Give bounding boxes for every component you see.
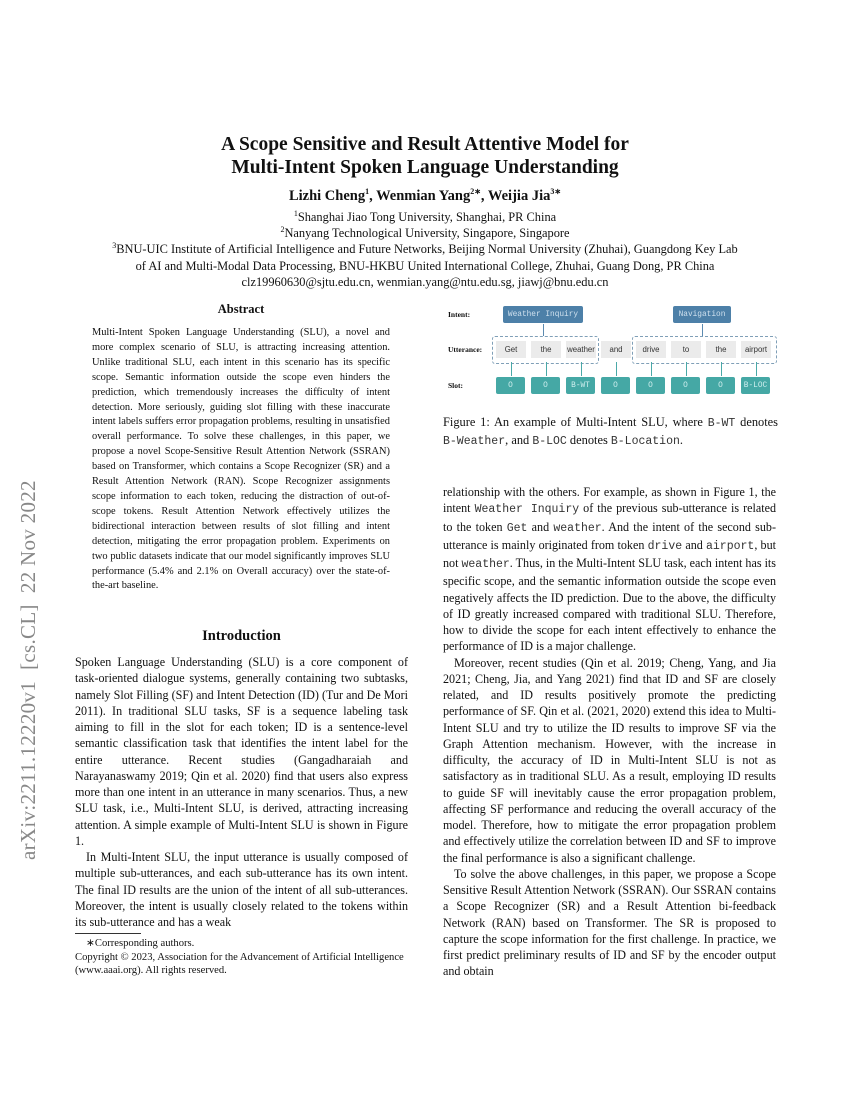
utterance-token: the — [531, 341, 561, 358]
figure-1 — [443, 300, 778, 402]
slot-label-box: B-WT — [566, 377, 595, 394]
copyright-notice: Copyright © 2023, Association for the Advancement of Artificial Intelligence (www.aaai.org). All rights reserved. — [75, 951, 404, 977]
utterance-row-label: Utterance: — [448, 345, 483, 354]
arrow-down-icon — [511, 362, 512, 376]
right-column-body — [443, 484, 776, 980]
arrow-down-icon — [756, 362, 757, 376]
affiliation: of AI and Multi-Modal Data Processing, BNU-HKBU United International College, Zhuhai, Guang Dong, PR China — [135, 258, 715, 273]
utterance-token: drive — [636, 341, 666, 358]
footnotes — [75, 937, 408, 978]
arrow-down-icon — [651, 362, 652, 376]
author-mark: 3∗ — [550, 187, 562, 197]
abstract-heading: Abstract — [217, 302, 265, 316]
author-name: Weijia Jia — [487, 188, 551, 204]
title-line-1: A Scope Sensitive and Result Attentive Model for — [221, 134, 629, 155]
emails: clz19960630@sjtu.edu.cn, wenmian.yang@ntu.edu.sg, jiawj@bnu.edu.cn — [241, 274, 609, 289]
footnote-corresponding: ∗Corresponding authors. — [86, 938, 195, 949]
paragraph: Spoken Language Understanding (SLU) is a core component of task-oriented dialogue systems, generally containing two subtasks, namely Slot Filling (SF) and Intent Detection (ID) (Tur and De Mori 2011). In traditional SLU tasks, SF is a sequence labeling task aiming to fill in the slot for each token; ID is a sentence-level semantic classification task that identifies the intent label for the entire utterance. Recent studies (Gangadharaiah and Narayanaswamy 2019; Qin et al. 2020) find that users also express more than one intent in an utterance in many scenarios. Thus, a new SLU task, i.e., Multi-Intent SLU, is derived, attracting increasing attention. A simple example of Multi-Intent SLU is shown in Figure 1. — [75, 655, 408, 848]
utterance-token: Get — [496, 341, 526, 358]
intent-box-weather-inquiry: Weather Inquiry — [503, 306, 583, 323]
abstract-text: Multi-Intent Spoken Language Understanding (SLU), a novel and more complex scenario of SLU, is attracting increasing attention. Unlike traditional SLU, each intent in this scenario has its specific scope. Semantic information outside the scope even hinders the prediction, which tremendously increases the difficulty of intent detection. More seriously, guiding slot filling with these inaccurate intent labels suffers error propagation problems, resulting in unsatisfied overall performance. To solve these challenges, in this paper, we propose a novel Scope-Sensitive Result Attention Network (SSRAN) based on Transformer, which contains a Scope Recognizer (SR) and a Result Attention Network (RAN). Scope Recognizer assignments scope information to each token, reducing the distraction of out-of-scope tokens. Result Attention Network effectively utilizes the bidirectional interaction between results of slot filling and intent detection, mitigating the error propagation problem. Experiments on two public datasets indicate that our model significantly improves SLU performance (5.4% and 2.1% on Overall accuracy) over the state-of-the-art baseline. — [92, 327, 390, 592]
intent-box-navigation: Navigation — [673, 306, 731, 323]
paragraph: Moreover, recent studies (Qin et al. 2019; Cheng, Yang, and Jia 2021; Cheng, Jia, and Yang 2021) find that ID and SF are closely related, and ID results positively promote the predicting performance of SF. Qin et al. (2021, 2020) extend this idea to Multi-Intent SLU and try to utilize the ID results to improve SF via the Graph Attention mechanism. However, with the increase in difficulty, the accuracy of ID in Multi-Intent SLU is not as satisfactory as in traditional SLU. As a result, employing ID results to guide SF will inevitably cause the error propagation problem, affecting SF performance and reducing the overall accuracy of the model. Therefore, how to mitigate the error propagation problem and effectively utilize the correlation between ID and SF to improve the final performance is also a significant challenge. — [443, 655, 776, 865]
author-mark: 1 — [365, 187, 370, 197]
paper-title — [0, 133, 850, 179]
author-name: Lizhi Cheng — [288, 188, 366, 204]
utterance-token: weather — [566, 341, 596, 358]
arrow-down-icon — [721, 362, 722, 376]
arrow-down-icon — [581, 362, 582, 376]
arrow-down-icon — [616, 362, 617, 376]
intent-row-label: Intent: — [448, 310, 471, 319]
figure-1-caption: Figure 1: An example of Multi-Intent SLU, where B-WT denotes B-Weather, and B-LOC denotes B-Location. — [443, 415, 778, 448]
affiliation: $^1$Shanghai Jiao Tong University, Shanghai, PR China — [293, 208, 557, 224]
arrow-down-icon — [686, 362, 687, 376]
utterance-token: the — [706, 341, 736, 358]
affiliation: $^2$Nanyang Technological University, Singapore, Singapore — [280, 225, 570, 241]
utterance-token: and — [601, 341, 631, 358]
paragraph: relationship with the others. For example, as shown in Figure 1, the intent Weather Inquiry of the previous sub-utterance is related to the token Get and weather. And the intent of the second sub-utterance is mainly originated from token drive and airport, but not weather. Thus, in the Multi-Intent SLU task, each intent has its specific scope, and the semantic information outside the scope even negatively affects the ID prediction. Due to the above, the difficulty of ID greatly increased compared with traditional SLU. Therefore, how to divide the scope for each intent effectively to enhance the performance of ID is a major challenge. — [443, 485, 776, 654]
slot-label-box: O — [531, 377, 560, 394]
slot-label-box: O — [496, 377, 525, 394]
arrow-down-icon — [546, 362, 547, 376]
utterance-token: airport — [741, 341, 771, 358]
slot-label-box: O — [601, 377, 630, 394]
slot-label-box: O — [706, 377, 735, 394]
author-name: Wenmian Yang — [376, 188, 471, 204]
slot-label-box: O — [636, 377, 665, 394]
slot-label-box: B-LOC — [741, 377, 770, 394]
author-mark: 2∗ — [470, 187, 481, 197]
author-list: Lizhi Cheng$^1$, Wenmian Yang$^{2∗}$, Weijia Jia$^{3∗}$ — [288, 187, 562, 204]
introduction-heading: Introduction — [202, 628, 281, 644]
left-column-body — [75, 654, 408, 930]
paragraph: To solve the above challenges, in this paper, we propose a Scope Sensitive Result Attention Network (SSRAN). Our SSRAN contains a Scope Recognizer (SR) and a Result Attention bi-feedback Network (RAN) based on Transformer. The SR is proposed to capture the scope information for the first challenge. In practice, we first predict preliminary results of ID and SF by the encoder output and obtain — [443, 866, 776, 979]
slot-row-label: Slot: — [448, 381, 463, 390]
title-line-2: Multi-Intent Spoken Language Understanding — [231, 157, 619, 178]
slot-label-box: O — [671, 377, 700, 394]
utterance-token: to — [671, 341, 701, 358]
affiliations — [0, 209, 850, 290]
arrow-up-icon — [702, 324, 703, 336]
arrow-up-icon — [543, 324, 544, 336]
affiliation: $^3$BNU-UIC Institute of Artificial Intelligence and Future Networks, Beijing Normal University (Zhuhai), Guangdong Key Lab — [112, 241, 738, 257]
arxiv-stamp: arXiv:2211.12220v1 [cs.CL] 22 Nov 2022 — [16, 480, 40, 860]
paragraph: In Multi-Intent SLU, the input utterance is usually composed of multiple sub-utterances, and each sub-utterance has its own intent. The final ID results are the union of the intent of all sub-utterances. Moreover, the intent is usually closely related to the tokens within its sub-utterance and has a weak — [75, 850, 408, 929]
footnote-divider — [75, 933, 141, 934]
